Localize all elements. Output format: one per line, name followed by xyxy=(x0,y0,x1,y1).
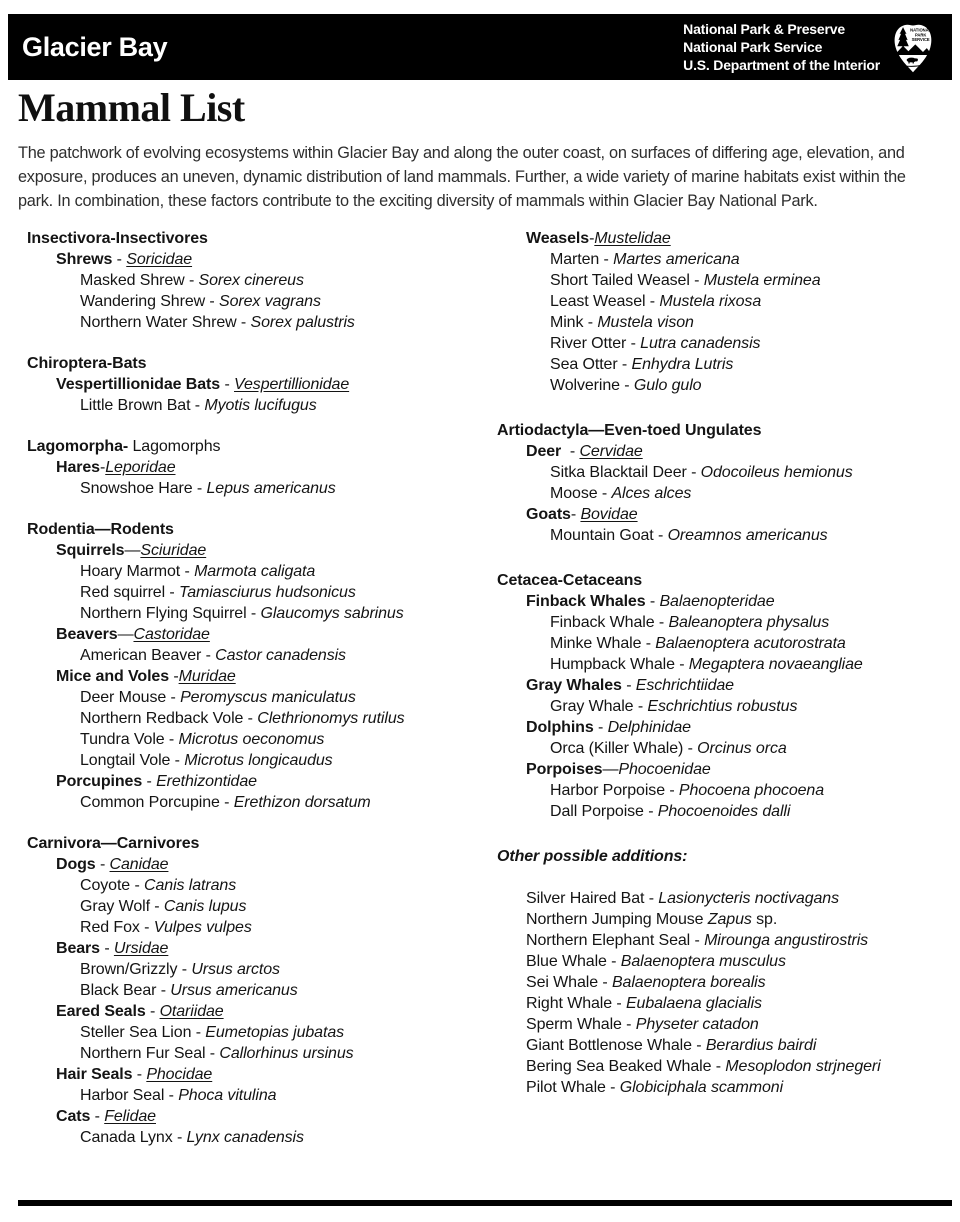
text-segment: Berardius bairdi xyxy=(705,1037,817,1054)
taxon-section-lagomorpha xyxy=(27,436,489,499)
species-line xyxy=(497,909,953,930)
mammal-list-left-column xyxy=(27,228,489,1168)
text-segment: Short Tailed Weasel - xyxy=(550,272,704,289)
text-segment: - xyxy=(145,1003,160,1020)
section-heading-line xyxy=(497,570,953,591)
species-line xyxy=(497,930,953,951)
taxon-section-cetacea xyxy=(497,570,953,822)
text-segment: Erethizon dorsatum xyxy=(233,794,371,811)
text-segment: Mustela erminea xyxy=(703,272,821,289)
text-segment: Bears xyxy=(56,940,100,957)
species-line xyxy=(27,270,489,291)
text-segment: Mountain Goat - xyxy=(550,527,668,544)
text-segment: Canada Lynx - xyxy=(80,1129,187,1146)
section-heading-line xyxy=(27,519,489,540)
family-line xyxy=(27,374,489,395)
text-segment: - xyxy=(90,1108,105,1125)
text-segment: Glaucomys sabrinus xyxy=(260,605,404,622)
species-line xyxy=(27,582,489,603)
text-segment: Phocoenoides dalli xyxy=(657,803,791,820)
text-segment: Minke Whale - xyxy=(550,635,656,652)
text-segment: Balaenoptera musculus xyxy=(620,953,786,970)
text-segment: Wandering Shrew - xyxy=(80,293,219,310)
text-segment: Balaenopteridae xyxy=(659,593,775,610)
family-line xyxy=(497,441,953,462)
text-segment: Sitka Blacktail Deer - xyxy=(550,464,701,481)
taxon-section-carnivora xyxy=(27,833,489,1148)
text-segment: Northern Elephant Seal - xyxy=(526,932,705,949)
agency-line-1: National Park & Preserve xyxy=(683,21,845,37)
text-segment: Blue Whale - xyxy=(526,953,621,970)
text-segment: Deer Mouse - xyxy=(80,689,181,706)
text-segment: - xyxy=(570,506,581,523)
text-segment: Lynx canadensis xyxy=(186,1129,304,1146)
species-line xyxy=(497,1014,953,1035)
text-segment: Phocidae xyxy=(146,1066,213,1083)
species-line xyxy=(497,249,953,270)
family-line xyxy=(497,675,953,696)
text-segment: Harbor Porpoise - xyxy=(550,782,679,799)
text-segment: Vespertillionidae Bats xyxy=(56,376,221,393)
taxon-section-insectivora xyxy=(27,228,489,333)
species-line xyxy=(497,993,953,1014)
text-segment: Zapus xyxy=(707,911,752,928)
text-segment: Delphinidae xyxy=(607,719,691,736)
text-segment: Sea Otter - xyxy=(550,356,632,373)
text-segment: - xyxy=(561,443,580,460)
text-segment: Bering Sea Beaked Whale - xyxy=(526,1058,726,1075)
species-line xyxy=(27,645,489,666)
text-segment: Myotis lucifugus xyxy=(204,397,317,414)
text-segment: Chiroptera-Bats xyxy=(27,355,147,372)
text-segment: Mustela vison xyxy=(597,314,694,331)
taxon-section-weasels xyxy=(497,228,953,396)
species-line xyxy=(27,603,489,624)
text-segment: - xyxy=(220,376,235,393)
text-segment: Porpoises xyxy=(526,761,603,778)
family-line xyxy=(27,1106,489,1127)
taxon-section-artiodactyla xyxy=(497,420,953,546)
text-segment: - xyxy=(169,668,179,685)
text-segment: Callorhinus ursinus xyxy=(219,1045,354,1062)
species-line xyxy=(27,1085,489,1106)
species-line xyxy=(27,729,489,750)
text-segment: Eumetopias jubatas xyxy=(205,1024,345,1041)
species-line xyxy=(27,687,489,708)
text-segment: sp. xyxy=(751,911,778,928)
family-line xyxy=(27,249,489,270)
text-segment: Sorex palustris xyxy=(250,314,355,331)
text-segment: Felidae xyxy=(104,1108,156,1125)
species-line xyxy=(497,1056,953,1077)
text-segment: Beavers xyxy=(56,626,118,643)
text-segment: Marmota caligata xyxy=(194,563,316,580)
text-segment: - xyxy=(132,1066,147,1083)
text-segment: - xyxy=(589,230,595,247)
text-segment: Eschrichtius robustus xyxy=(647,698,798,715)
text-segment: - xyxy=(645,593,660,610)
agency-line-3: U.S. Department of the Interior xyxy=(683,57,880,73)
family-line xyxy=(497,591,953,612)
text-segment: Moose - xyxy=(550,485,612,502)
section-heading-line xyxy=(27,228,489,249)
text-segment: Masked Shrew - xyxy=(80,272,199,289)
logo-word-national: NATIONAL xyxy=(910,27,932,33)
intro-paragraph: The patchwork of evolving ecosystems within Glacier Bay and along the outer coast, on surfaces of differing age, elevation, and exposure, produces an uneven, dynamic distribution of land mammals. Further, a wide variety of marine habitats exist within the park. In combination, these factors contribute to the exciting diversity of mammals within Glacier Bay National Park. xyxy=(18,144,906,210)
text-segment: — xyxy=(124,542,141,559)
section-heading-line xyxy=(27,353,489,374)
species-line xyxy=(497,1035,953,1056)
text-segment: Hares xyxy=(56,459,100,476)
text-segment: Insectivora-Insectivores xyxy=(27,230,208,247)
header-bar xyxy=(8,14,952,80)
section-heading-line xyxy=(497,846,953,867)
text-segment: Cetacea-Cetaceans xyxy=(497,572,643,589)
logo-word-park: PARK xyxy=(914,32,927,38)
text-segment: Pilot Whale - xyxy=(526,1079,620,1096)
text-segment: Martes americana xyxy=(613,251,740,268)
species-line xyxy=(497,972,953,993)
text-segment: Longtail Vole - xyxy=(80,752,185,769)
text-segment: Red Fox - xyxy=(80,919,154,936)
text-segment: Red squirrel - xyxy=(80,584,179,601)
text-segment: Porcupines xyxy=(56,773,143,790)
text-segment: Northern Redback Vole - xyxy=(80,710,258,727)
species-line xyxy=(497,1077,953,1098)
species-line xyxy=(497,270,953,291)
text-segment: Cats xyxy=(56,1108,91,1125)
species-line xyxy=(497,633,953,654)
text-segment: Phocoenidae xyxy=(618,761,711,778)
text-segment: Leporidae xyxy=(105,459,176,476)
text-segment: Brown/Grizzly - xyxy=(80,961,192,978)
text-segment: Sorex cinereus xyxy=(198,272,304,289)
species-line xyxy=(497,525,953,546)
park-name: Glacier Bay xyxy=(22,31,168,62)
text-segment: Eared Seals xyxy=(56,1003,146,1020)
text-segment: Common Porcupine - xyxy=(80,794,234,811)
species-line xyxy=(497,951,953,972)
text-segment: Lepus americanus xyxy=(206,480,336,497)
agency-block xyxy=(683,20,880,74)
species-line xyxy=(497,462,953,483)
taxon-section-chiroptera xyxy=(27,353,489,416)
species-line xyxy=(27,980,489,1001)
text-segment: Cervidae xyxy=(579,443,643,460)
text-segment: Oreamnos americanus xyxy=(667,527,828,544)
text-segment: Wolverine - xyxy=(550,377,634,394)
section-heading-line xyxy=(27,833,489,854)
text-segment: — xyxy=(602,761,619,778)
text-segment: Eschrichtiidae xyxy=(635,677,734,694)
text-segment: Dogs xyxy=(56,856,96,873)
text-segment: — xyxy=(117,626,134,643)
text-segment: Northern Water Shrew - xyxy=(80,314,251,331)
family-line xyxy=(27,938,489,959)
text-segment: Bovidae xyxy=(580,506,638,523)
text-segment: Odocoileus hemionus xyxy=(700,464,853,481)
text-segment: - xyxy=(621,677,636,694)
text-segment: Harbor Seal - xyxy=(80,1087,179,1104)
text-segment: Orca (Killer Whale) - xyxy=(550,740,698,757)
text-segment: Mice and Voles xyxy=(56,668,170,685)
text-segment: - xyxy=(95,856,110,873)
text-segment: Gulo gulo xyxy=(633,377,702,394)
section-heading-line xyxy=(27,436,489,457)
species-line xyxy=(497,291,953,312)
text-segment: Tundra Vole - xyxy=(80,731,179,748)
page-title: Mammal List xyxy=(18,85,245,130)
species-line xyxy=(497,888,953,909)
species-line xyxy=(27,1127,489,1148)
taxon-section-rodentia xyxy=(27,519,489,813)
text-segment: Muridae xyxy=(178,668,236,685)
text-segment: Canis latrans xyxy=(144,877,237,894)
text-segment: Northern Fur Seal - xyxy=(80,1045,220,1062)
species-line xyxy=(497,612,953,633)
text-segment: Vulpes vulpes xyxy=(153,919,252,936)
text-segment: Silver Haired Bat - xyxy=(526,890,659,907)
species-line xyxy=(27,896,489,917)
text-segment: Soricidae xyxy=(126,251,193,268)
family-line xyxy=(27,854,489,875)
text-segment: Coyote - xyxy=(80,877,145,894)
text-segment: Canis lupus xyxy=(163,898,247,915)
agency-line-2: National Park Service xyxy=(683,39,823,55)
species-line xyxy=(27,959,489,980)
text-segment: Orcinus orca xyxy=(697,740,787,757)
text-segment: Gray Wolf - xyxy=(80,898,164,915)
text-segment: Enhydra Lutris xyxy=(631,356,734,373)
text-segment: Peromyscus maniculatus xyxy=(180,689,356,706)
species-line xyxy=(27,708,489,729)
text-segment: Clethrionomys rutilus xyxy=(257,710,405,727)
family-line xyxy=(27,540,489,561)
text-segment: Sperm Whale - xyxy=(526,1016,636,1033)
text-segment: Northern Flying Squirrel - xyxy=(80,605,261,622)
text-segment: Weasels xyxy=(526,230,590,247)
text-segment: Giant Bottlenose Whale - xyxy=(526,1037,706,1054)
section-heading-line xyxy=(497,420,953,441)
text-segment: Shrews xyxy=(56,251,113,268)
species-line xyxy=(497,801,953,822)
species-line xyxy=(27,917,489,938)
family-line xyxy=(497,717,953,738)
species-line xyxy=(497,654,953,675)
species-line xyxy=(27,1043,489,1064)
text-segment: Ursus americanus xyxy=(170,982,298,999)
text-segment: Humpback Whale - xyxy=(550,656,689,673)
text-segment: Lagomorphs xyxy=(128,438,221,455)
family-line xyxy=(27,666,489,687)
text-segment: Ursidae xyxy=(113,940,169,957)
species-line xyxy=(497,354,953,375)
species-line xyxy=(27,478,489,499)
family-line xyxy=(497,504,953,525)
species-line xyxy=(497,312,953,333)
mammal-list-right-column xyxy=(497,228,953,1122)
text-segment: Otariidae xyxy=(159,1003,224,1020)
species-line xyxy=(27,792,489,813)
text-segment: Sciuridae xyxy=(140,542,207,559)
family-line xyxy=(27,1064,489,1085)
text-segment: Alces alces xyxy=(611,485,692,502)
text-segment: Tamiasciurus hudsonicus xyxy=(178,584,356,601)
text-segment: Microtus longicaudus xyxy=(184,752,333,769)
species-line xyxy=(497,333,953,354)
text-segment: Ursus arctos xyxy=(191,961,280,978)
text-segment: Phoca vitulina xyxy=(178,1087,277,1104)
text-segment: Right Whale - xyxy=(526,995,626,1012)
text-segment: Gray Whales xyxy=(526,677,622,694)
text-segment: River Otter - xyxy=(550,335,641,352)
species-line xyxy=(497,375,953,396)
text-segment: Phocoena phocoena xyxy=(678,782,825,799)
text-segment: Mustela rixosa xyxy=(659,293,762,310)
text-segment: Northern Jumping Mouse xyxy=(526,911,708,928)
species-line xyxy=(27,750,489,771)
text-segment: Lagomorpha- xyxy=(27,438,129,455)
nps-arrowhead-logo-icon xyxy=(890,20,936,74)
text-segment: Dolphins xyxy=(526,719,594,736)
text-segment: Other possible additions: xyxy=(497,848,688,865)
text-segment: American Beaver - xyxy=(80,647,216,664)
text-segment: Mirounga angustirostris xyxy=(704,932,869,949)
logo-word-service: SERVICE xyxy=(911,36,930,42)
text-segment: Little Brown Bat - xyxy=(80,397,205,414)
text-segment: - xyxy=(99,940,114,957)
text-segment: Sei Whale - xyxy=(526,974,612,991)
text-segment: - xyxy=(593,719,608,736)
text-segment: Canidae xyxy=(109,856,169,873)
species-line xyxy=(497,696,953,717)
footer-rule xyxy=(18,1200,952,1206)
text-segment: Baleanoptera physalus xyxy=(668,614,830,631)
text-segment: Gray Whale - xyxy=(550,698,648,715)
species-line xyxy=(27,395,489,416)
text-segment: Snowshoe Hare - xyxy=(80,480,207,497)
text-segment: Hair Seals xyxy=(56,1066,133,1083)
text-segment: Carnivora—Carnivores xyxy=(27,835,200,852)
text-segment: Eubalaena glacialis xyxy=(625,995,762,1012)
species-line xyxy=(497,738,953,759)
text-segment: Finback Whale - xyxy=(550,614,669,631)
text-segment: Castor canadensis xyxy=(215,647,346,664)
text-segment: Lutra canadensis xyxy=(640,335,761,352)
text-segment: Physeter catadon xyxy=(635,1016,759,1033)
text-segment: Steller Sea Lion - xyxy=(80,1024,206,1041)
text-segment: Mesoplodon strjnegeri xyxy=(725,1058,881,1075)
text-segment: Squirrels xyxy=(56,542,125,559)
text-segment: Erethizontidae xyxy=(156,773,257,790)
species-line xyxy=(497,483,953,504)
text-segment: Vespertillionidae xyxy=(234,376,350,393)
species-line xyxy=(27,312,489,333)
text-segment: Black Bear - xyxy=(80,982,171,999)
text-segment: Balaenoptera acutorostrata xyxy=(655,635,846,652)
text-segment: Dall Porpoise - xyxy=(550,803,658,820)
text-segment: Goats xyxy=(526,506,571,523)
text-segment: - xyxy=(112,251,127,268)
text-segment: Marten - xyxy=(550,251,614,268)
species-line xyxy=(27,1022,489,1043)
text-segment: - xyxy=(99,459,106,476)
text-segment: Sorex vagrans xyxy=(219,293,321,310)
text-segment: Deer xyxy=(526,443,562,460)
family-line xyxy=(27,1001,489,1022)
taxon-section-other-possible-additions xyxy=(497,846,953,1098)
text-segment: Finback Whales xyxy=(526,593,646,610)
family-line xyxy=(27,624,489,645)
text-segment: Mustelidae xyxy=(594,230,671,247)
family-line xyxy=(27,457,489,478)
blank-line xyxy=(497,867,953,888)
text-segment: Rodentia—Rodents xyxy=(27,521,174,538)
species-line xyxy=(27,875,489,896)
text-segment: Mink - xyxy=(550,314,598,331)
text-segment: Balaenoptera borealis xyxy=(611,974,766,991)
text-segment: Castoridae xyxy=(133,626,210,643)
family-line xyxy=(497,228,953,249)
text-segment: Globiciphala scammoni xyxy=(619,1079,784,1096)
text-segment: Hoary Marmot - xyxy=(80,563,195,580)
text-segment: Microtus oeconomus xyxy=(178,731,325,748)
species-line xyxy=(27,561,489,582)
text-segment: Lasionycteris noctivagans xyxy=(658,890,839,907)
text-segment: Megaptera novaeangliae xyxy=(688,656,863,673)
species-line xyxy=(27,291,489,312)
species-line xyxy=(497,780,953,801)
family-line xyxy=(27,771,489,792)
text-segment: - xyxy=(142,773,157,790)
family-line xyxy=(497,759,953,780)
text-segment: Artiodactyla—Even-toed Ungulates xyxy=(497,422,762,439)
text-segment: Least Weasel - xyxy=(550,293,660,310)
